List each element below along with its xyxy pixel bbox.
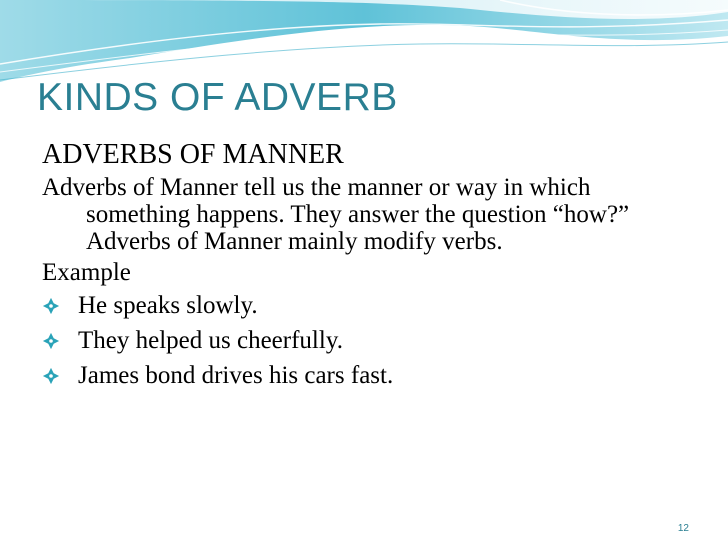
example-text: He speaks slowly. <box>78 292 258 319</box>
example-label: Example <box>42 259 131 286</box>
example-list <box>42 292 682 389</box>
definition-paragraph: Adverbs of Manner tell us the manner or way in which something happens. They answer the question “how?” Adverbs of Manner mainly modify verbs. <box>42 174 630 255</box>
slide-title: KINDS OF ADVERB <box>37 76 398 119</box>
diamond-bullet-icon <box>42 367 60 385</box>
example-item <box>42 292 682 319</box>
diamond-bullet-icon <box>42 297 60 315</box>
example-item <box>42 327 682 354</box>
example-text: They helped us cheerfully. <box>78 327 343 354</box>
diamond-bullet-icon <box>42 332 60 350</box>
page-number: 12 <box>677 523 689 534</box>
slide-content <box>42 140 682 397</box>
slide-subheading: ADVERBS OF MANNER <box>42 139 344 170</box>
example-text: James bond drives his cars fast. <box>78 362 394 389</box>
example-item <box>42 362 682 389</box>
